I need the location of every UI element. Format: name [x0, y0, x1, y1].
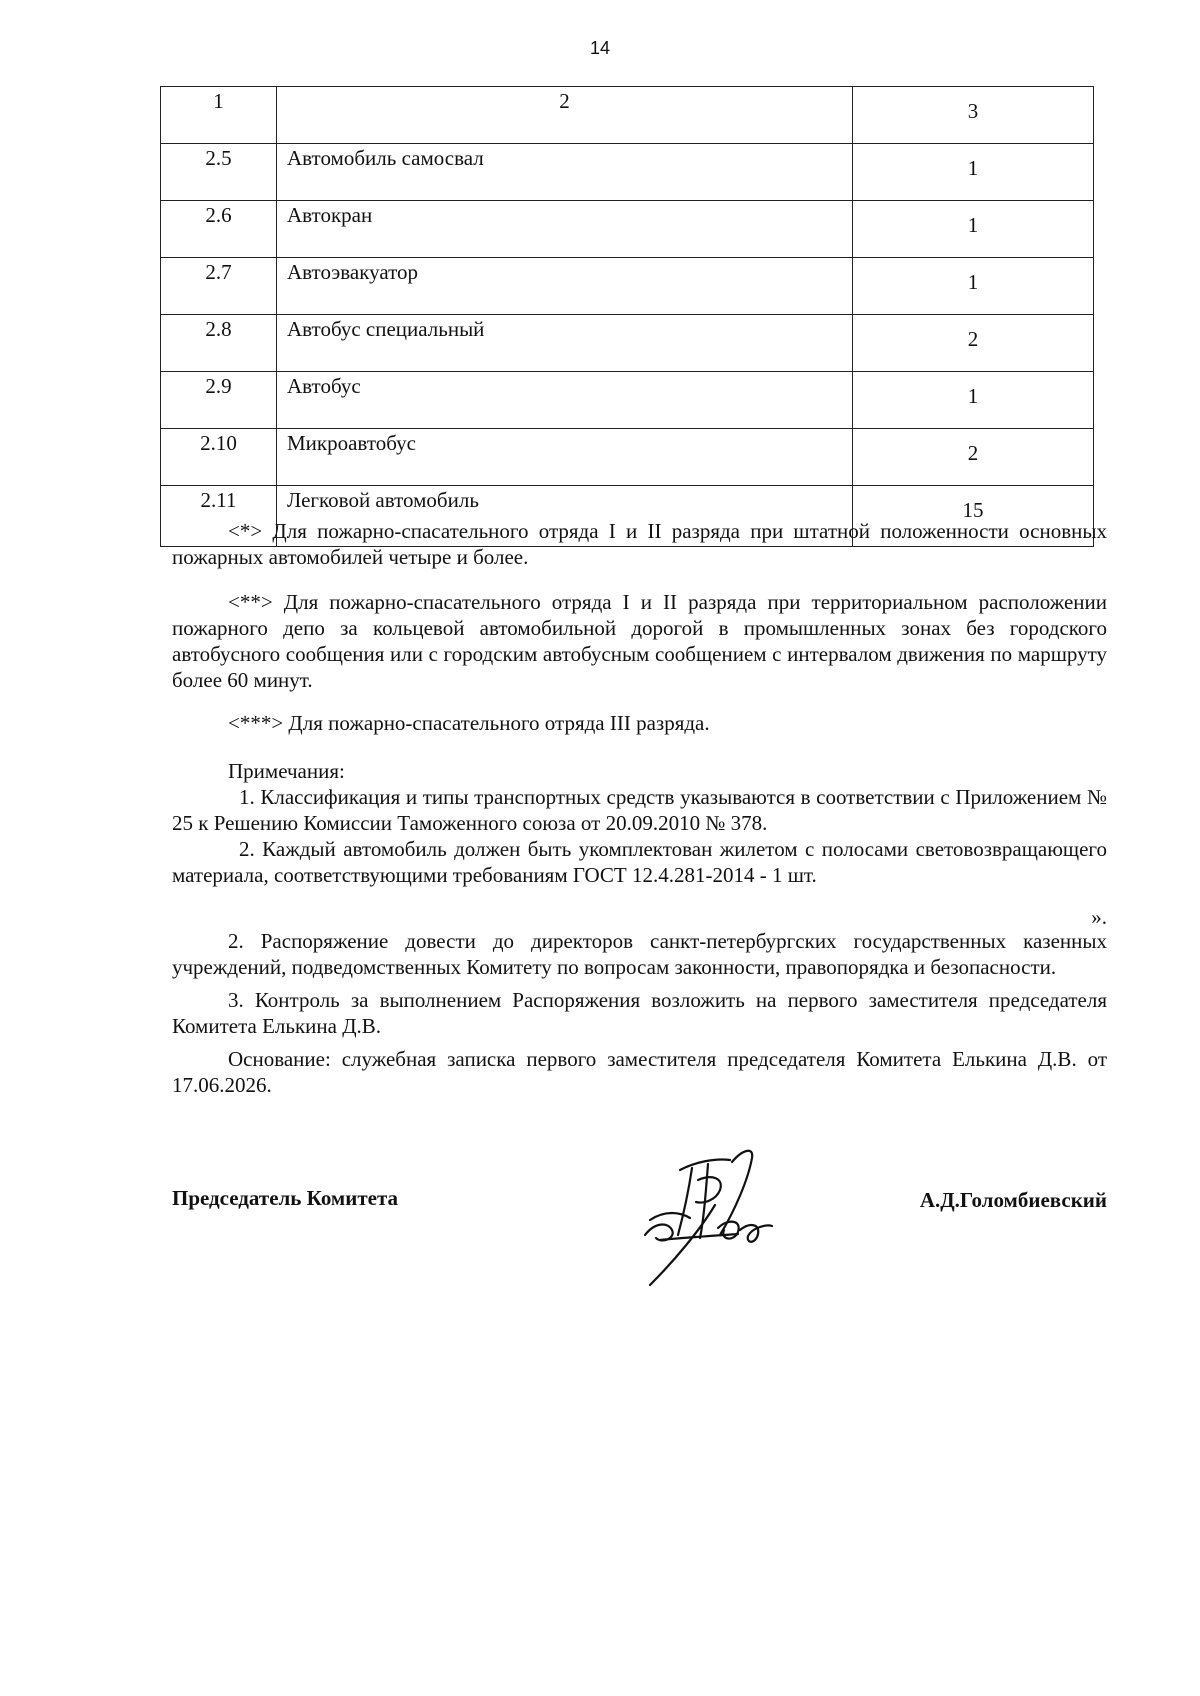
footnote-2-text: <**> Для пожарно-спасательного отряда I и II разряда при территориальном расположении пожарного депо за кольцевой автомобильной дорогой в промышленных зонах без городского автобусного сообщения или с городским автобусным сообщением с интервалом движения по маршруту более 60 минут.: [172, 590, 1107, 692]
order-body: [172, 928, 1107, 1105]
order-paragraph-3: 3. Контроль за выполнением Распоряжения возложить на первого заместителя председателя Комитета Елькина Д.В.: [172, 988, 1107, 1038]
signatory-name: А.Д.Голомбиевский: [919, 1188, 1107, 1212]
table-header-cell: 1: [161, 87, 277, 144]
row-number: 2.11: [161, 486, 277, 547]
vehicle-name: Легковой автомобиль: [277, 486, 853, 547]
vehicle-name: Автобус специальный: [277, 315, 853, 372]
signatory-title: Председатель Комитета: [172, 1186, 399, 1210]
vehicle-quantity: 1: [853, 372, 1094, 429]
table-header-cell: 2: [277, 87, 853, 144]
order-paragraph-2: 2. Распоряжение довести до директоров санкт-петербургских государственных казенных учреждений, подведомственных Комитету по вопросам законности, правопорядка и безопасности.: [172, 929, 1107, 979]
footnote-3: [172, 710, 1107, 736]
table-row: [161, 144, 1094, 201]
table-header-row: [161, 87, 1094, 144]
table-row: [161, 429, 1094, 486]
table-row: [161, 372, 1094, 429]
footnote-1: [172, 518, 1107, 570]
table-row: [161, 315, 1094, 372]
footnote-3-text: <***> Для пожарно-спасательного отряда III разряда.: [228, 711, 710, 735]
vehicle-name: Автомобиль самосвал: [277, 144, 853, 201]
vehicle-name: Автокран: [277, 201, 853, 258]
note-item: 2. Каждый автомобиль должен быть укомплектован жилетом с полосами световозвращающего материала, соответствующими требованиям ГОСТ 12.4.281-2014 - 1 шт.: [172, 837, 1107, 887]
table-row: [161, 258, 1094, 315]
footnote-2: [172, 589, 1107, 693]
vehicle-quantity: 1: [853, 144, 1094, 201]
vehicle-quantity: 2: [853, 315, 1094, 372]
closing-quote: ».: [1091, 905, 1107, 929]
note-item: 1. Классификация и типы транспортных средств указываются в соответствии с Приложением № 25 к Решению Комиссии Таможенного союза от 20.09.2010 № 378.: [172, 785, 1107, 835]
row-number: 2.5: [161, 144, 277, 201]
signature-block: [172, 1150, 1107, 1290]
row-number: 2.10: [161, 429, 277, 486]
vehicle-quantity: 1: [853, 258, 1094, 315]
vehicle-quantity: 2: [853, 429, 1094, 486]
vehicle-quantity: 15: [853, 486, 1094, 547]
basis-paragraph: Основание: служебная записка первого заместителя председателя Комитета Елькина Д.В. от 17.06.2026.: [172, 1047, 1107, 1097]
vehicle-quantity: 1: [853, 201, 1094, 258]
page-number: 14: [589, 38, 611, 58]
row-number: 2.8: [161, 315, 277, 372]
row-number: 2.7: [161, 258, 277, 315]
vehicle-table: [160, 86, 1094, 547]
table-row: [161, 201, 1094, 258]
row-number: 2.6: [161, 201, 277, 258]
vehicle-name: Микроавтобус: [277, 429, 853, 486]
table-header-cell: 3: [853, 87, 1094, 144]
notes-title: Примечания:: [228, 759, 345, 783]
notes-section: [172, 758, 1107, 888]
vehicle-name: Автобус: [277, 372, 853, 429]
row-number: 2.9: [161, 372, 277, 429]
handwritten-signature-icon: [620, 1140, 790, 1290]
vehicle-name: Автоэвакуатор: [277, 258, 853, 315]
footnote-1-text: <*> Для пожарно-спасательного отряда I и II разряда при штатной положенности основных пожарных автомобилей четыре и более.: [172, 519, 1107, 569]
